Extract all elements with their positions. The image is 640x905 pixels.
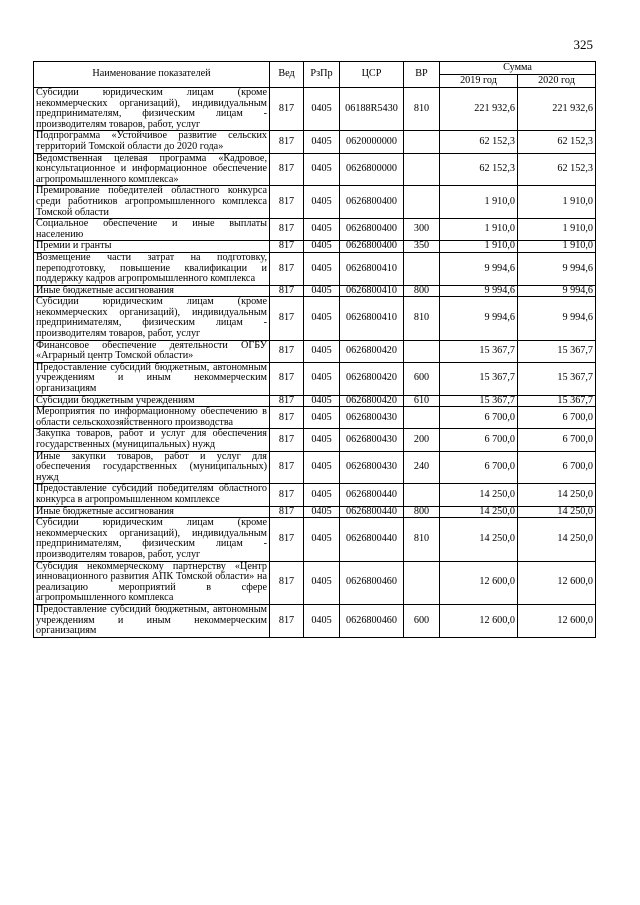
table-row: [34, 604, 596, 637]
cell-rzpr: 0405: [304, 484, 340, 506]
cell-ved: 817: [270, 252, 304, 285]
cell-sum-2020: 14 250,0: [518, 518, 596, 561]
cell-vr: [404, 561, 440, 604]
table-row: [34, 219, 596, 241]
cell-csr: 0626800420: [340, 340, 404, 362]
cell-ved: 817: [270, 429, 304, 451]
table-row: [34, 561, 596, 604]
table-row: [34, 186, 596, 219]
cell-vr: [404, 186, 440, 219]
cell-vr: [404, 484, 440, 506]
cell-ved: 817: [270, 362, 304, 395]
cell-rzpr: 0405: [304, 340, 340, 362]
cell-name: Закупка товаров, работ и услуг для обеспечения государственных (муниципальных) нужд: [34, 429, 270, 451]
cell-ved: 817: [270, 451, 304, 484]
cell-rzpr: 0405: [304, 604, 340, 637]
cell-sum-2019: 6 700,0: [440, 429, 518, 451]
cell-name: Субсидия некоммерческому партнерству «Центр инновационного развития АПК Томской области» на реализацию мероприятий в сфере агропромышленного комплекса: [34, 561, 270, 604]
cell-csr: 06188R5430: [340, 88, 404, 131]
cell-csr: 0626800440: [340, 518, 404, 561]
cell-vr: 810: [404, 518, 440, 561]
cell-ved: 817: [270, 604, 304, 637]
page-number: 325: [573, 37, 593, 52]
cell-sum-2020: 1 910,0: [518, 219, 596, 241]
cell-vr: 800: [404, 506, 440, 518]
cell-vr: 200: [404, 429, 440, 451]
cell-name: Субсидии юридическим лицам (кроме некоммерческих организаций), индивидуальным предпринимателям, физическим лицам - производителям товаров, работ, услуг: [34, 518, 270, 561]
header-ved: Вед: [270, 62, 304, 88]
cell-sum-2020: 15 367,7: [518, 395, 596, 407]
cell-csr: 0626800410: [340, 297, 404, 340]
cell-ved: 817: [270, 131, 304, 153]
cell-ved: 817: [270, 518, 304, 561]
cell-vr: 600: [404, 604, 440, 637]
cell-sum-2020: 62 152,3: [518, 153, 596, 186]
table-row: [34, 429, 596, 451]
cell-vr: 810: [404, 297, 440, 340]
cell-ved: 817: [270, 561, 304, 604]
cell-sum-2019: 14 250,0: [440, 484, 518, 506]
cell-sum-2019: 221 932,6: [440, 88, 518, 131]
cell-sum-2019: 62 152,3: [440, 131, 518, 153]
cell-ved: 817: [270, 153, 304, 186]
header-sum: Сумма: [440, 62, 596, 75]
cell-name: Мероприятия по информационному обеспечению в области сельскохозяйственного производства: [34, 407, 270, 429]
header-rzpr: РзПр: [304, 62, 340, 88]
cell-vr: 600: [404, 362, 440, 395]
cell-csr: 0626800430: [340, 407, 404, 429]
cell-name: Иные бюджетные ассигнования: [34, 506, 270, 518]
cell-sum-2020: 6 700,0: [518, 407, 596, 429]
cell-csr: 0620000000: [340, 131, 404, 153]
cell-sum-2020: 12 600,0: [518, 561, 596, 604]
cell-sum-2019: 12 600,0: [440, 561, 518, 604]
header-name: Наименование показателей: [34, 62, 270, 88]
cell-ved: 817: [270, 484, 304, 506]
cell-sum-2019: 15 367,7: [440, 362, 518, 395]
cell-rzpr: 0405: [304, 561, 340, 604]
cell-sum-2020: 6 700,0: [518, 429, 596, 451]
table-row: [34, 285, 596, 297]
cell-sum-2020: 9 994,6: [518, 252, 596, 285]
table-row: [34, 88, 596, 131]
cell-csr: 0626800460: [340, 561, 404, 604]
table-row: [34, 407, 596, 429]
cell-csr: 0626800410: [340, 285, 404, 297]
cell-vr: [404, 131, 440, 153]
cell-sum-2020: 12 600,0: [518, 604, 596, 637]
cell-ved: 817: [270, 340, 304, 362]
cell-csr: 0626800440: [340, 506, 404, 518]
cell-name: Подпрограмма «Устойчивое развитие сельских территорий Томской области до 2020 года»: [34, 131, 270, 153]
cell-name: Ведомственная целевая программа «Кадровое, консультационное и информационное обеспечение агропромышленного комплекса»: [34, 153, 270, 186]
cell-csr: 0626800400: [340, 219, 404, 241]
cell-sum-2020: 1 910,0: [518, 186, 596, 219]
cell-ved: 817: [270, 506, 304, 518]
cell-rzpr: 0405: [304, 518, 340, 561]
header-csr: ЦСР: [340, 62, 404, 88]
cell-sum-2020: 15 367,7: [518, 340, 596, 362]
cell-vr: [404, 407, 440, 429]
header-vr: ВР: [404, 62, 440, 88]
cell-vr: [404, 153, 440, 186]
cell-sum-2019: 1 910,0: [440, 186, 518, 219]
cell-sum-2020: 15 367,7: [518, 362, 596, 395]
cell-sum-2020: 14 250,0: [518, 484, 596, 506]
table-row: [34, 340, 596, 362]
table-row: [34, 506, 596, 518]
cell-rzpr: 0405: [304, 429, 340, 451]
cell-sum-2020: 62 152,3: [518, 131, 596, 153]
cell-sum-2019: 1 910,0: [440, 241, 518, 253]
cell-rzpr: 0405: [304, 395, 340, 407]
cell-sum-2019: 9 994,6: [440, 252, 518, 285]
cell-ved: 817: [270, 407, 304, 429]
cell-name: Предоставление субсидий бюджетным, автономным учреждениям и иным некоммерческим организациям: [34, 604, 270, 637]
table-header: [34, 62, 596, 88]
cell-name: Финансовое обеспечение деятельности ОГБУ «Аграрный центр Томской области»: [34, 340, 270, 362]
cell-csr: 0626800460: [340, 604, 404, 637]
table-row: [34, 131, 596, 153]
cell-name: Субсидии бюджетным учреждениям: [34, 395, 270, 407]
cell-csr: 0626800420: [340, 395, 404, 407]
cell-vr: [404, 340, 440, 362]
cell-rzpr: 0405: [304, 362, 340, 395]
table-row: [34, 297, 596, 340]
cell-name: Иные бюджетные ассигнования: [34, 285, 270, 297]
cell-csr: 0626800000: [340, 153, 404, 186]
table-row: [34, 518, 596, 561]
cell-csr: 0626800410: [340, 252, 404, 285]
cell-ved: 817: [270, 241, 304, 253]
cell-name: Предоставление субсидий бюджетным, автономным учреждениям и иным некоммерческим организациям: [34, 362, 270, 395]
cell-name: Социальное обеспечение и иные выплаты населению: [34, 219, 270, 241]
table-row: [34, 252, 596, 285]
cell-sum-2019: 15 367,7: [440, 340, 518, 362]
cell-rzpr: 0405: [304, 451, 340, 484]
cell-csr: 0626800420: [340, 362, 404, 395]
cell-sum-2019: 9 994,6: [440, 285, 518, 297]
cell-name: Возмещение части затрат на подготовку, переподготовку, повышение квалификации и поддержку кадров агропромышленного комплекса: [34, 252, 270, 285]
cell-rzpr: 0405: [304, 252, 340, 285]
cell-vr: 240: [404, 451, 440, 484]
cell-sum-2019: 14 250,0: [440, 506, 518, 518]
cell-sum-2019: 62 152,3: [440, 153, 518, 186]
cell-name: Субсидии юридическим лицам (кроме некоммерческих организаций), индивидуальным предпринимателям, физическим лицам - производителям товаров, работ, услуг: [34, 88, 270, 131]
cell-rzpr: 0405: [304, 407, 340, 429]
cell-vr: 800: [404, 285, 440, 297]
cell-rzpr: 0405: [304, 88, 340, 131]
table-row: [34, 362, 596, 395]
cell-rzpr: 0405: [304, 285, 340, 297]
cell-csr: 0626800400: [340, 186, 404, 219]
cell-vr: [404, 252, 440, 285]
cell-csr: 0626800430: [340, 429, 404, 451]
cell-sum-2019: 15 367,7: [440, 395, 518, 407]
cell-name: Субсидии юридическим лицам (кроме некоммерческих организаций), индивидуальным предпринимателям, физическим лицам - производителям товаров, работ, услуг: [34, 297, 270, 340]
cell-rzpr: 0405: [304, 241, 340, 253]
cell-vr: 810: [404, 88, 440, 131]
cell-sum-2020: 9 994,6: [518, 285, 596, 297]
cell-sum-2020: 14 250,0: [518, 506, 596, 518]
cell-csr: 0626800430: [340, 451, 404, 484]
cell-sum-2019: 1 910,0: [440, 219, 518, 241]
cell-rzpr: 0405: [304, 153, 340, 186]
cell-name: Предоставление субсидий победителям областного конкурса в агропромышленном комплексе: [34, 484, 270, 506]
cell-sum-2020: 9 994,6: [518, 297, 596, 340]
table-row: [34, 395, 596, 407]
table-row: [34, 484, 596, 506]
cell-rzpr: 0405: [304, 186, 340, 219]
cell-csr: 0626800440: [340, 484, 404, 506]
cell-ved: 817: [270, 285, 304, 297]
cell-ved: 817: [270, 88, 304, 131]
cell-ved: 817: [270, 186, 304, 219]
cell-sum-2019: 14 250,0: [440, 518, 518, 561]
table-row: [34, 451, 596, 484]
cell-sum-2019: 12 600,0: [440, 604, 518, 637]
table-row: [34, 153, 596, 186]
cell-csr: 0626800400: [340, 241, 404, 253]
cell-rzpr: 0405: [304, 506, 340, 518]
cell-sum-2020: 6 700,0: [518, 451, 596, 484]
cell-rzpr: 0405: [304, 131, 340, 153]
cell-name: Премирование победителей областного конкурса среди работников агропромышленного комплекса Томской области: [34, 186, 270, 219]
table-body: [34, 88, 596, 638]
cell-vr: 300: [404, 219, 440, 241]
budget-table: [33, 61, 596, 638]
header-year-2020: 2020 год: [518, 75, 596, 88]
cell-sum-2019: 9 994,6: [440, 297, 518, 340]
cell-ved: 817: [270, 219, 304, 241]
cell-vr: 350: [404, 241, 440, 253]
cell-rzpr: 0405: [304, 297, 340, 340]
cell-sum-2019: 6 700,0: [440, 451, 518, 484]
header-year-2019: 2019 год: [440, 75, 518, 88]
cell-name: Иные закупки товаров, работ и услуг для обеспечения государственных (муниципальных) нужд: [34, 451, 270, 484]
cell-sum-2020: 221 932,6: [518, 88, 596, 131]
cell-ved: 817: [270, 395, 304, 407]
cell-vr: 610: [404, 395, 440, 407]
cell-sum-2019: 6 700,0: [440, 407, 518, 429]
cell-ved: 817: [270, 297, 304, 340]
table-row: [34, 241, 596, 253]
cell-sum-2020: 1 910,0: [518, 241, 596, 253]
cell-name: Премии и гранты: [34, 241, 270, 253]
cell-rzpr: 0405: [304, 219, 340, 241]
